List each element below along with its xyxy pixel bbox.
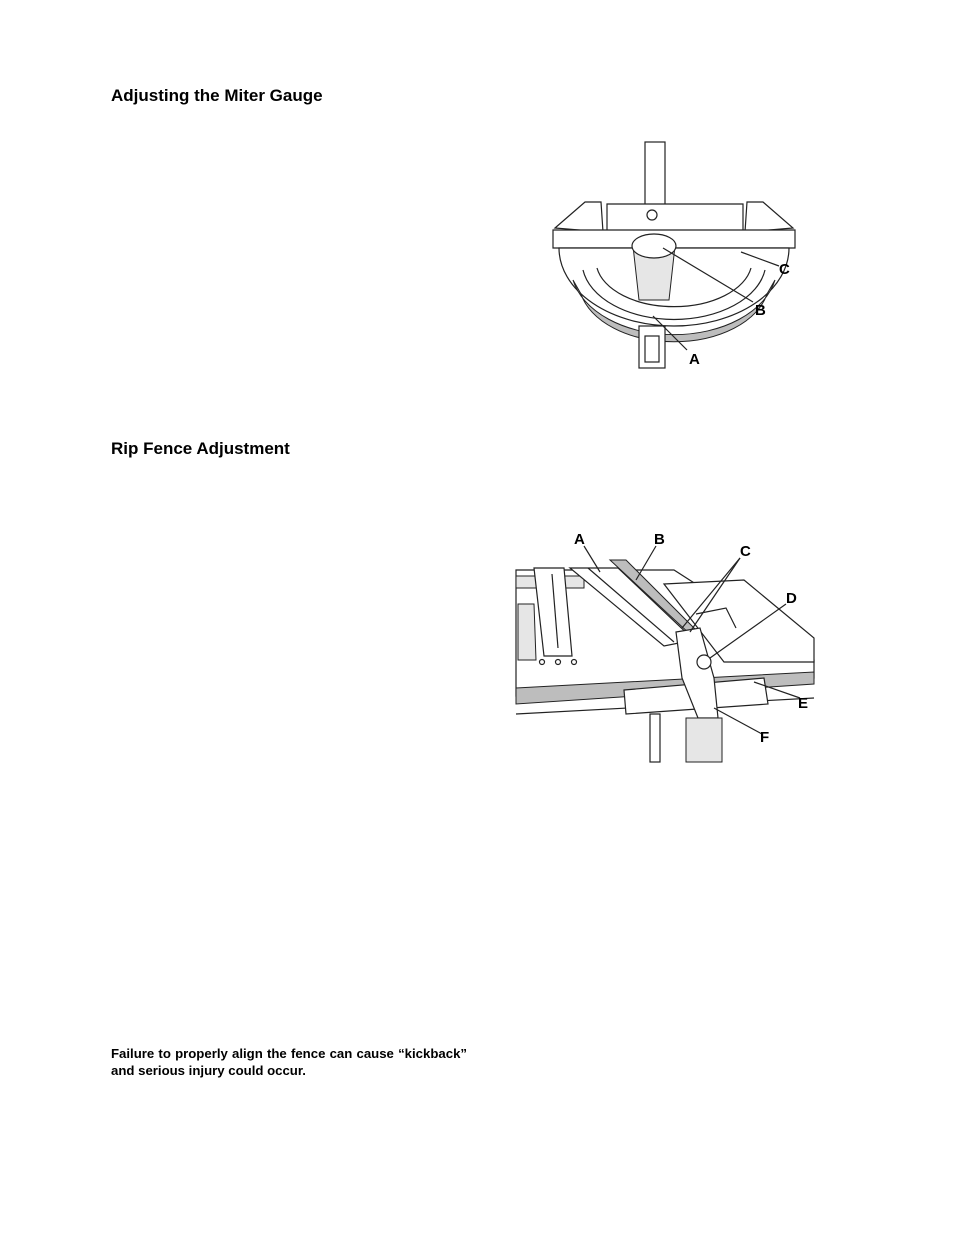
miter-label-c: C <box>779 261 790 278</box>
fence-label-c: C <box>740 543 751 560</box>
kickback-warning: Failure to properly align the fence can cause “kickback” and serious injury could occur. <box>111 1046 467 1078</box>
fence-label-b: B <box>654 531 665 548</box>
fence-label-d: D <box>786 590 797 607</box>
miter-label-b: B <box>755 302 766 319</box>
rip-fence-heading: Rip Fence Adjustment <box>111 439 290 458</box>
miter-gauge-illustration <box>545 140 805 375</box>
miter-label-a: A <box>689 351 700 368</box>
fence-label-a: A <box>574 531 585 548</box>
miter-gauge-heading: Adjusting the Miter Gauge <box>111 86 323 105</box>
fence-label-e: E <box>798 695 809 712</box>
rip-fence-illustration <box>514 528 824 764</box>
fence-label-f: F <box>760 729 770 746</box>
